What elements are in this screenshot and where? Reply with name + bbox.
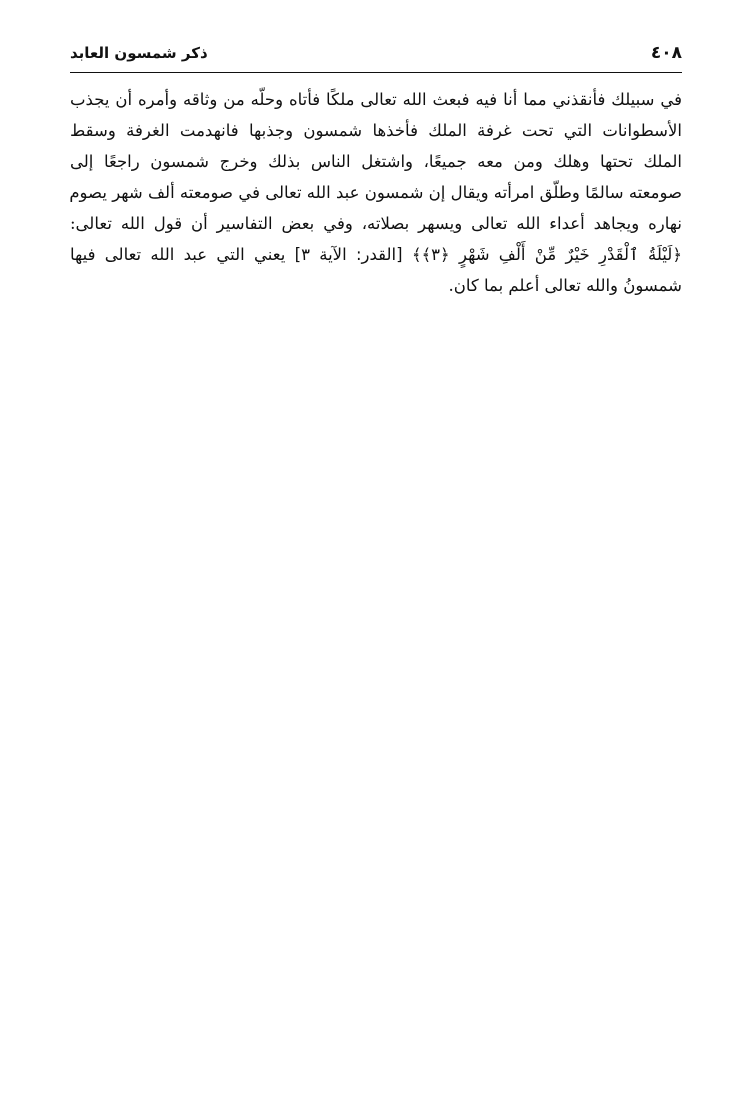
quran-verse-line: ﴿لَيْلَةُ ٱلْقَدْرِ خَيْرٌ مِّنْ أَلْفِ شَهْرٍ ﴿٣﴾﴾ [القدر: الآية ٣] يعني التي عبد الله تعالى فيها [70,245,682,264]
text-line: الملك تحتها وهلك ومن معه جميعًا، واشتغل الناس بذلك وخرج شمسون راجعًا إلى [70,152,682,171]
running-header [70,38,682,68]
page-number: ٤٠٨ [650,43,682,63]
text-line: شمسونُ والله تعالى أعلم بما كان. [448,276,682,295]
header-rule [70,72,682,73]
chapter-title: ذكر شمسون العابد [70,44,208,62]
text-line: في سبيلك فأنقذني مما أنا فيه فبعث الله تعالى ملكًا فأتاه وحلّه من وثاقه وأمره أن يجذب [70,90,682,109]
text-line: نهاره ويجاهد أعداء الله تعالى ويسهر بصلاته، وفي بعض التفاسير أن قول الله تعالى: [70,214,682,233]
text-line: صومعته سالمًا وطلّق امرأته ويقال إن شمسون عبد الله تعالى في صومعته ألف شهر يصوم [69,183,682,202]
text-line: الأسطوانات التي تحت غرفة الملك فأخذها شمسون وجذبها فانهدمت الغرفة وسقط [70,121,682,140]
body-text [70,84,682,301]
